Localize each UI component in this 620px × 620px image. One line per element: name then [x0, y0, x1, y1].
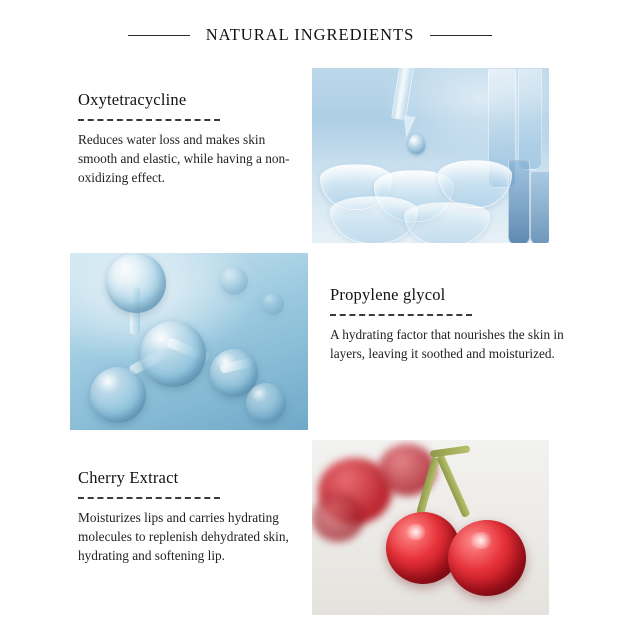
cherry-background-3	[312, 494, 364, 542]
ingredient-title-propylene-glycol: Propylene glycol	[330, 285, 446, 304]
header-rule-right	[430, 35, 492, 36]
divider-propylene-glycol	[330, 314, 472, 317]
ingredient-text-propylene-glycol	[330, 285, 570, 364]
ingredient-image-propylene-glycol	[70, 253, 308, 430]
molecule-atom-top	[106, 253, 166, 313]
page-header	[0, 18, 620, 52]
cherry-highlight-right	[468, 532, 494, 549]
ingredient-description-propylene-glycol: A hydrating factor that nourishes the skin in layers, leaving it soothed and moisturized.	[330, 327, 564, 361]
cherry-stem-joint	[430, 445, 471, 457]
ingredient-block-oxytetracycline	[0, 68, 620, 243]
divider-oxytetracycline	[78, 119, 220, 122]
ingredient-block-propylene-glycol	[0, 253, 620, 430]
page-title: NATURAL INGREDIENTS	[205, 25, 415, 44]
cherry-fruit-right	[448, 520, 526, 596]
lab-tube-d	[530, 172, 549, 243]
ingredient-text-cherry-extract	[78, 468, 298, 566]
cherry-highlight-left	[404, 524, 428, 540]
pipette-body	[391, 68, 415, 120]
lab-tube-b	[518, 68, 542, 170]
molecule-atom-background-2	[262, 293, 284, 315]
molecule-atom-center	[140, 321, 206, 387]
petri-dish-5	[404, 202, 490, 243]
cherry-stem-right	[436, 454, 470, 518]
ingredient-title-cherry-extract: Cherry Extract	[78, 468, 179, 487]
molecule-atom-far-right	[246, 383, 286, 423]
ingredient-description-oxytetracycline: Reduces water loss and makes skin smooth and elastic, while having a non-oxidizing effect.	[78, 132, 290, 185]
molecule-atom-background-1	[220, 267, 248, 295]
ingredient-title-oxytetracycline: Oxytetracycline	[78, 90, 187, 109]
molecule-atom-lower-left	[90, 367, 146, 423]
ingredient-description-cherry-extract: Moisturizes lips and carries hydrating molecules to replenish dehydrated skin, hydrating and softening lip.	[78, 510, 289, 563]
header-rule-left	[128, 35, 190, 36]
ingredient-image-cherry-extract	[312, 440, 549, 615]
divider-cherry-extract	[78, 497, 220, 500]
ingredient-text-oxytetracycline	[78, 90, 293, 188]
ingredient-image-oxytetracycline	[312, 68, 549, 243]
ingredient-block-cherry-extract	[0, 440, 620, 615]
liquid-droplet	[408, 134, 425, 154]
